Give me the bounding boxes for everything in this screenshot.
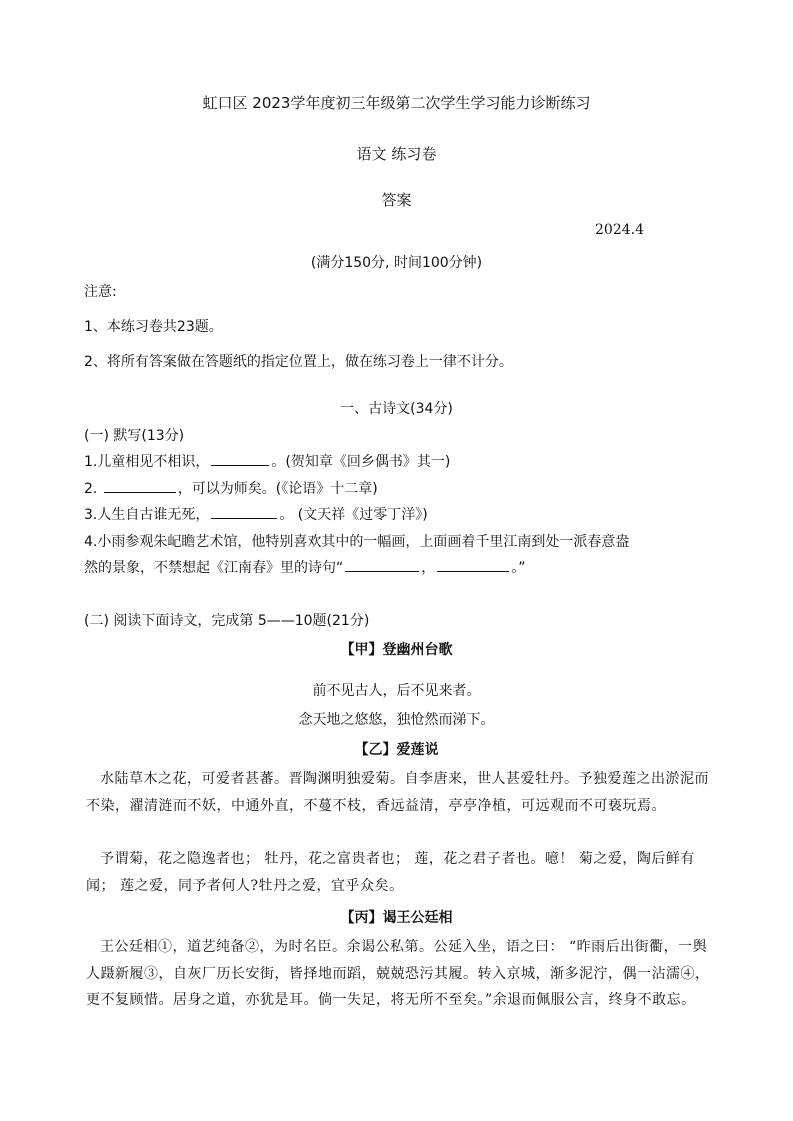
question-3 (84, 504, 428, 524)
question-text: ， (421, 560, 436, 576)
question-text: ，可以为师矣。(《论语》十二章) (177, 481, 378, 497)
poem-jia-title: 【甲】登幽州台歌 (340, 642, 453, 658)
part1-title: (一) 默写(13分) (84, 428, 185, 444)
answer-blank (104, 478, 176, 493)
essay-bing-title: 【丙】谒王公廷相 (340, 910, 453, 926)
question-4-line2 (84, 557, 526, 577)
score-time: (满分150分, 时间100分钟) (310, 255, 483, 271)
question-text: 。(贺知章《回乡偶书》其一) (271, 454, 451, 470)
page-subtitle: 语文 练习卷 (356, 145, 437, 163)
notice-item: 2、将所有答案做在答题纸的指定位置上，做在练习卷上一律不计分。 (84, 354, 513, 370)
page-title: 虹口区 2023学年度初三年级第二次学生学习能力诊断练习 (202, 94, 591, 112)
question-text: 3.人生自古谁无死， (84, 507, 210, 523)
exam-date: 2024.4 (595, 222, 644, 238)
poem-jia-line: 念天地之悠悠，独怆然而涕下。 (298, 712, 495, 728)
question-text: 1.儿童相见不相识， (84, 454, 210, 470)
question-1 (84, 451, 450, 471)
question-text: 。” (511, 560, 526, 576)
essay-yi-paragraph: 予谓菊，花之隐逸者也； 牡丹，花之富贵者也； 莲，花之君子者也。噫！ 菊之爱，陶后鲜有闻； 莲之爱，同予者何人?牡丹之爱，宜乎众矣。 (86, 851, 695, 894)
question-4-line1: 4.小雨参观朱屺瞻艺术馆，他特别喜欢其中的一幅画，上面画着千里江南到处一派春意盎 (84, 534, 630, 550)
answer-blank (345, 557, 419, 572)
poem-jia-line: 前不见古人，后不见来者。 (312, 683, 481, 699)
answer-blank (437, 557, 509, 572)
answer-blank (211, 451, 269, 466)
notice-item: 1、本练习卷共23题。 (84, 319, 223, 335)
notice-label: 注意: (84, 284, 117, 300)
answer-label: 答案 (381, 191, 412, 209)
essay-yi-title: 【乙】爱莲说 (354, 742, 439, 758)
question-text: 然的景象，不禁想起《江南春》里的诗句“ (84, 560, 344, 576)
answer-blank (211, 504, 277, 519)
question-text: 。 (文天祥《过零丁洋》) (279, 507, 428, 523)
question-2 (84, 478, 378, 498)
essay-yi-paragraph: 水陆草木之花，可爱者甚蕃。晋陶渊明独爱菊。自李唐来，世人甚爱牡丹。予独爱莲之出淤泥而不染，濯清涟而不妖，中通外直，不蔓不枝，香远益清，亭亭净植，可远观而不可亵玩焉。 (86, 771, 709, 814)
part2-title: (二) 阅读下面诗文，完成第 5——10题(21分) (84, 613, 370, 629)
essay-bing-paragraph: 王公廷相①，道艺纯备②，为时名臣。余谒公私第。公延入坐，语之曰： “昨雨后出街衢，一舆人蹑新履③，自灰厂历长安街，皆择地而蹈，兢兢恐污其履。转入京城，渐多泥泞，偶一沾濡④，更不复顾惜。居身之道，亦犹是耳。倘一失足，将无所不至矣。”余退而佩服公言，终身不敢忘。 (86, 939, 710, 1008)
question-text: 2. (84, 481, 102, 497)
section-title: 一、古诗文(34分) (340, 401, 453, 417)
